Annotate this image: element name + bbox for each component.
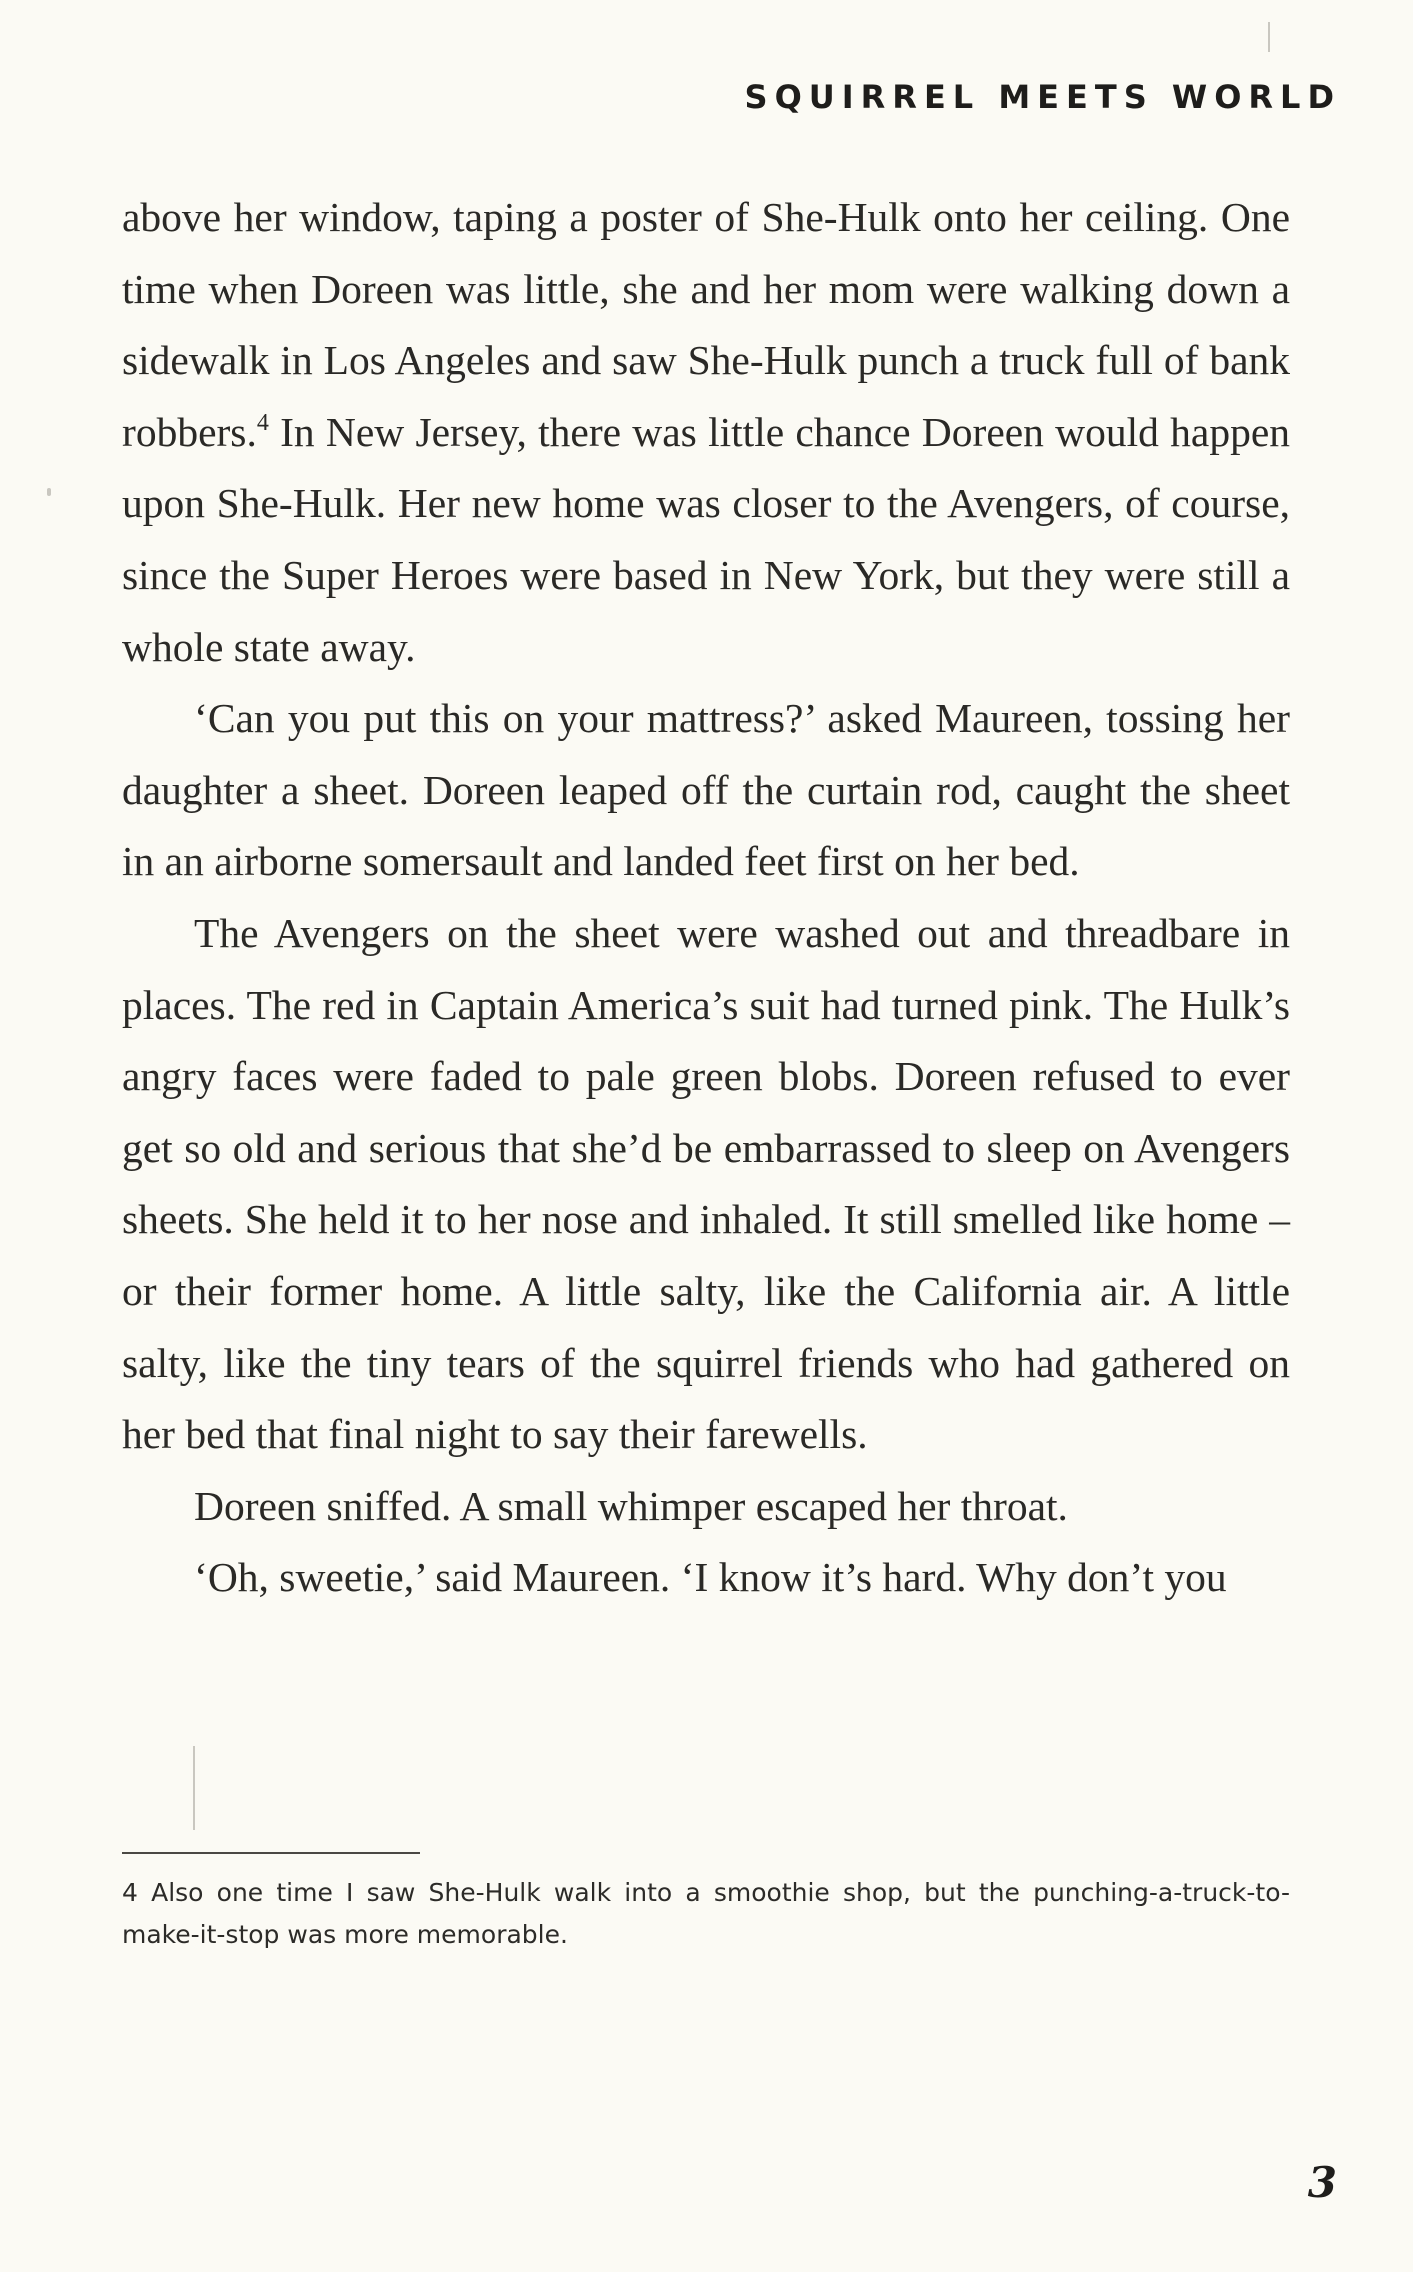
- paragraph-4: Doreen sniffed. A small whimper escaped her throat.: [194, 1482, 1068, 1529]
- paragraph-1-continued: In New Jersey, there was little chance Doreen would happen upon She-Hulk. Her new home was closer to the Avengers, of course, since the Super Heroes were based in New York, but they were still a whole state away.: [122, 408, 1290, 670]
- running-head: SQUIRREL MEETS WORLD: [744, 78, 1341, 116]
- paragraph-1: [122, 182, 1290, 683]
- footnote-reference: 4: [256, 409, 269, 436]
- footnote: 4 Also one time I saw She-Hulk walk into a smoothie shop, but the punching-a-truck-to-make-it-stop was more memorable.: [122, 1878, 1290, 1949]
- footnote-divider: [122, 1852, 420, 1854]
- body-text: [122, 182, 1290, 1614]
- page-number: 3: [1307, 2158, 1337, 2207]
- paragraph-3: The Avengers on the sheet were washed out and threadbare in places. The red in Captain America’s suit had turned pink. The Hulk’s angry faces were faded to pale green blobs. Doreen refused to ever get so old and serious that she’d be embarrassed to sleep on Avengers sheets. She held it to her nose and inhaled. It still smelled like home – or their former home. A little salty, like the California air. A little salty, like the tiny tears of the squirrel friends who had gathered on her bed that final night to say their farewells.: [122, 909, 1290, 1458]
- paragraph-5: ‘Oh, sweetie,’ said Maureen. ‘I know it’s hard. Why don’t you: [194, 1554, 1227, 1601]
- scan-artifact-mark: [193, 1746, 195, 1830]
- paragraph-2: ‘Can you put this on your mattress?’ asked Maureen, tossing her daughter a sheet. Doreen leaped off the curtain rod, caught the sheet in an airborne somersault and landed feet first on her bed.: [122, 695, 1290, 885]
- scan-artifact-mark: [47, 488, 51, 496]
- paragraph-1-text: above her window, taping a poster of She-Hulk onto her ceiling. One time when Doreen was little, she and her mom were walking down a sidewalk in Los Angeles and saw She-Hulk punch a truck full of bank robbers.: [122, 194, 1290, 455]
- scan-artifact-mark: [1268, 22, 1270, 52]
